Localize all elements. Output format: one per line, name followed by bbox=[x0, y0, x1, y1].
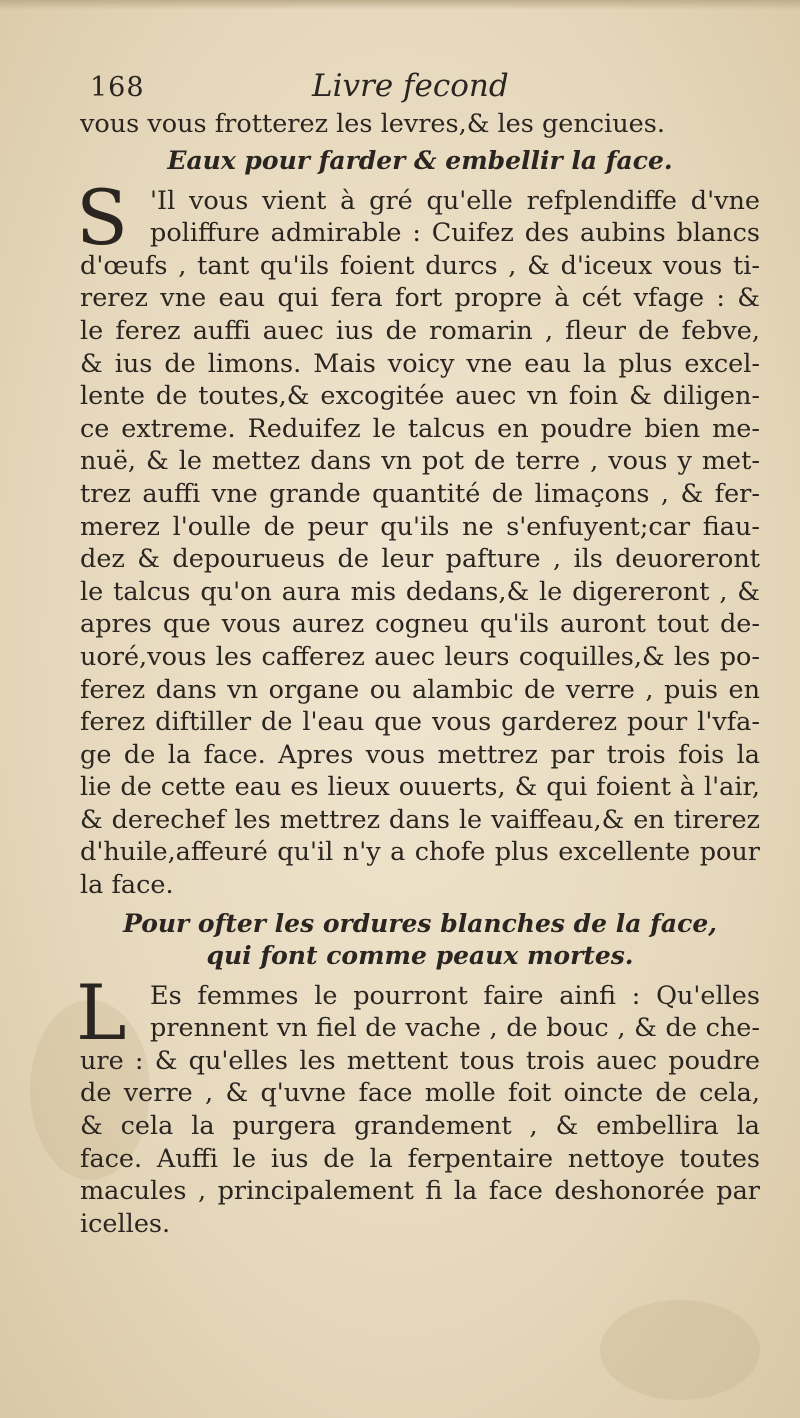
paragraph-line: 'Il vous vient à gré qu'elle refplendiffe d'vne bbox=[150, 185, 760, 216]
page-number: 168 bbox=[90, 72, 145, 103]
paragraph-line: rerez vne eau qui fera fort propre à cét vfage : & bbox=[80, 283, 760, 314]
paragraph-line: lente de toutes,& excogitée auec vn foin & diligen- bbox=[80, 381, 760, 412]
carryover-line: vous vous frotterez les levres,& les genciues. bbox=[80, 109, 665, 139]
paragraph-line: lie de cette eau es lieux ouuerts, & qui foient à l'air, bbox=[80, 772, 760, 803]
paragraph-line: prennent vn fiel de vache , de bouc , & de che- bbox=[150, 1013, 760, 1044]
paragraph-line: ure : & qu'elles les mettent tous trois auec poudre bbox=[80, 1045, 760, 1076]
paragraph-line: apres que vous aurez cogneu qu'ils auront tout de- bbox=[80, 609, 760, 640]
running-head: Livre fecond bbox=[312, 68, 509, 104]
paragraph-line: d'huile,affeuré qu'il n'y a chofe plus excellente pour bbox=[80, 837, 760, 868]
page-top-edge bbox=[0, 0, 800, 10]
section-title-2-line-2: qui font comme peaux mortes. bbox=[206, 940, 634, 970]
paragraph-line: & cela la purgera grandement , & embellira la bbox=[80, 1111, 760, 1142]
page-header bbox=[80, 70, 760, 108]
paragraph-line: trez auffi vne grande quantité de limaçons , & fer- bbox=[80, 478, 760, 509]
paragraph-line: nuë, & le mettez dans vn pot de terre , vous y met- bbox=[80, 446, 760, 477]
paragraph-line: merez l'oulle de peur qu'ils ne s'enfuyent;car fiau- bbox=[80, 511, 760, 542]
paper-stain bbox=[600, 1300, 760, 1400]
paragraph-line: le talcus qu'on aura mis dedans,& le digereront , & bbox=[80, 576, 760, 607]
drop-cap-s: S bbox=[76, 172, 129, 262]
paragraph-line: la face. bbox=[80, 870, 174, 901]
section-title-2-line-1: Pour ofter les ordures blanches de la face, bbox=[123, 908, 717, 938]
paragraph-1 bbox=[76, 172, 760, 902]
paragraph-line: ferez dans vn organe ou alambic de verre , puis en bbox=[80, 674, 760, 705]
paragraph-line: d'œufs , tant qu'ils foient durcs , & d'iceux vous ti- bbox=[80, 250, 760, 281]
paragraph-line: le ferez auffi auec ius de romarin , fleur de febve, bbox=[80, 315, 760, 346]
paragraph-line: uoré,vous les cafferez auec leurs coquilles,& les po- bbox=[80, 641, 760, 672]
paragraph-line: ferez diftiller de l'eau que vous garderez pour l'vfa- bbox=[80, 707, 760, 738]
paragraph-line: Es femmes le pourront faire ainfi : Qu'elles bbox=[150, 980, 760, 1011]
paragraph-line: dez & depourueus de leur pafture , ils deuoreront bbox=[80, 544, 760, 575]
paragraph-line: & derechef les mettrez dans le vaiffeau,& en tirerez bbox=[80, 804, 760, 835]
paragraph-line: face. Auffi le ius de la ferpentaire nettoye toutes bbox=[80, 1143, 760, 1174]
paragraph-line: de verre , & q'uvne face molle foit oincte de cela, bbox=[80, 1078, 760, 1109]
drop-cap-l: L bbox=[76, 967, 127, 1057]
paragraph-line: & ius de limons. Mais voicy vne eau la plus excel- bbox=[80, 348, 760, 379]
paragraph-line: ce extreme. Reduifez le talcus en poudre bien me- bbox=[80, 413, 760, 444]
section-title-1: Eaux pour farder & embellir la face. bbox=[167, 145, 673, 175]
paragraph-2 bbox=[76, 967, 760, 1241]
paragraph-line: poliffure admirable : Cuifez des aubins blancs bbox=[150, 218, 760, 249]
paragraph-line: ge de la face. Apres vous mettrez par trois fois la bbox=[80, 739, 760, 770]
paragraph-line: macules , principalement fi la face deshonorée par bbox=[80, 1176, 760, 1207]
paragraph-line: icelles. bbox=[80, 1208, 171, 1239]
text-block bbox=[76, 68, 760, 1240]
